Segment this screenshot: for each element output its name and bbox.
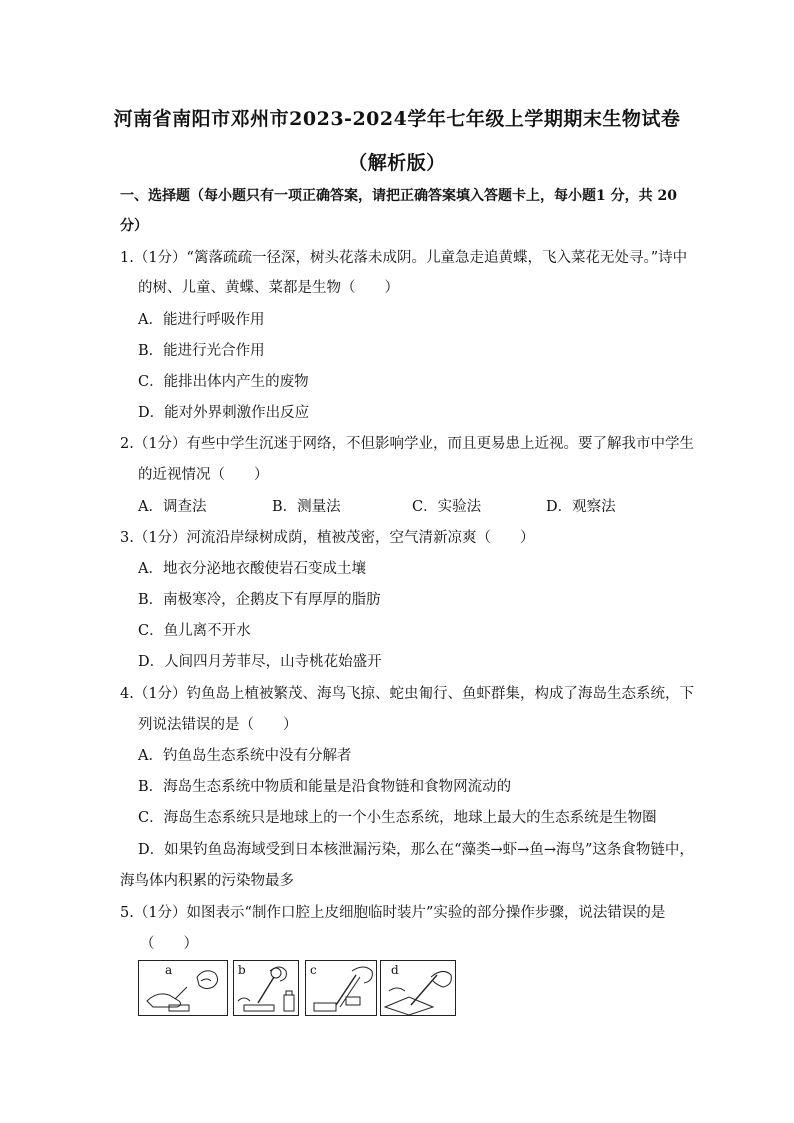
question-2-option-a[interactable]: A．调查法 [138, 499, 207, 515]
question-2-stem-cont: 的近视情况（ ） [138, 467, 269, 483]
figure-label-a: a [165, 963, 173, 977]
section-heading: 一、选择题（每小题只有一项正确答案，请把正确答案填入答题卡上，每小题1 分，共 20 [120, 188, 677, 204]
figure-panel-c [305, 960, 377, 1016]
section-heading-cont: 分） [120, 218, 148, 234]
question-4-option-d-cont: 海鸟体内积累的污染物最多 [120, 873, 294, 889]
question-4-option-c[interactable]: C．海岛生态系统只是地球上的一个小生态系统，地球上最大的生态系统是生物圈 [138, 810, 657, 826]
question-5-stem-cont: （ ） [140, 936, 198, 952]
exam-title: 河南省南阳市邓州市2023-2024学年七年级上学期期末生物试卷 [113, 108, 681, 130]
question-2-option-c[interactable]: C．实验法 [412, 499, 482, 515]
dropper-drip-illustration [234, 961, 300, 1017]
question-1-option-b[interactable]: B．能进行光合作用 [138, 343, 265, 359]
question-2-option-b[interactable]: B．测量法 [272, 499, 341, 515]
question-4-option-d[interactable]: D．如果钓鱼岛海域受到日本核泄漏污染，那么在“藻类→虾→鱼→海鸟”这条食物链中， [138, 842, 694, 858]
figure-label-c: c [310, 963, 317, 977]
figure-label-b: b [238, 963, 246, 977]
question-3-option-c[interactable]: C．鱼儿离不开水 [138, 623, 251, 639]
question-4-option-b[interactable]: B．海岛生态系统中物质和能量是沿食物链和食物网流动的 [138, 779, 512, 795]
question-1-option-a[interactable]: A．能进行呼吸作用 [138, 312, 265, 328]
question-1-option-d[interactable]: D．能对外界刺激作出反应 [138, 405, 310, 421]
figure-panel-d [380, 960, 456, 1016]
question-1-option-c[interactable]: C．能排出体内产生的废物 [138, 374, 309, 390]
question-4-stem: 4.（1分）钓鱼岛上植被繁茂、海鸟飞掠、蛇虫匍行、鱼虾群集，构成了海岛生态系统，下 [120, 686, 695, 702]
staining-illustration [381, 961, 457, 1017]
tweezers-coverslip-illustration [306, 961, 378, 1017]
question-5-stem: 5.（1分）如图表示“制作口腔上皮细胞临时装片”实验的部分操作步骤，说法错误的是 [120, 905, 666, 921]
exam-subtitle: （解析版） [348, 152, 446, 174]
figure-panel-a [138, 960, 228, 1016]
question-3-option-b[interactable]: B．南极寒冷，企鹅皮下有厚厚的脂肪 [138, 592, 381, 608]
figure-panel-b [233, 960, 299, 1016]
question-3-stem: 3.（1分）河流沿岸绿树成荫，植被茂密，空气清新凉爽（ ） [120, 530, 535, 546]
question-4-stem-cont: 列说法错误的是（ ） [138, 717, 298, 733]
question-3-option-d[interactable]: D．人间四月芳菲尽，山寺桃花始盛开 [138, 654, 382, 670]
question-2-stem: 2.（1分）有些中学生沉迷于网络，不但影响学业，而且更易患上近视。要了解我市中学生 [120, 436, 695, 452]
question-1-stem: 1.（1分）“篱落疏疏一径深，树头花落未成阴。儿童急走追黄蝶，飞入菜花无处寻。”诗中 [120, 250, 688, 266]
question-1-stem-cont: 的树、儿童、黄蝶、菜都是生物（ ） [138, 280, 399, 296]
toothpick-scraping-illustration [139, 961, 229, 1017]
question-3-option-a[interactable]: A．地衣分泌地衣酸使岩石变成土壤 [138, 561, 366, 577]
question-2-option-d[interactable]: D．观察法 [546, 499, 616, 515]
question-4-option-a[interactable]: A．钓鱼岛生态系统中没有分解者 [138, 748, 352, 764]
figure-label-d: d [391, 963, 399, 977]
